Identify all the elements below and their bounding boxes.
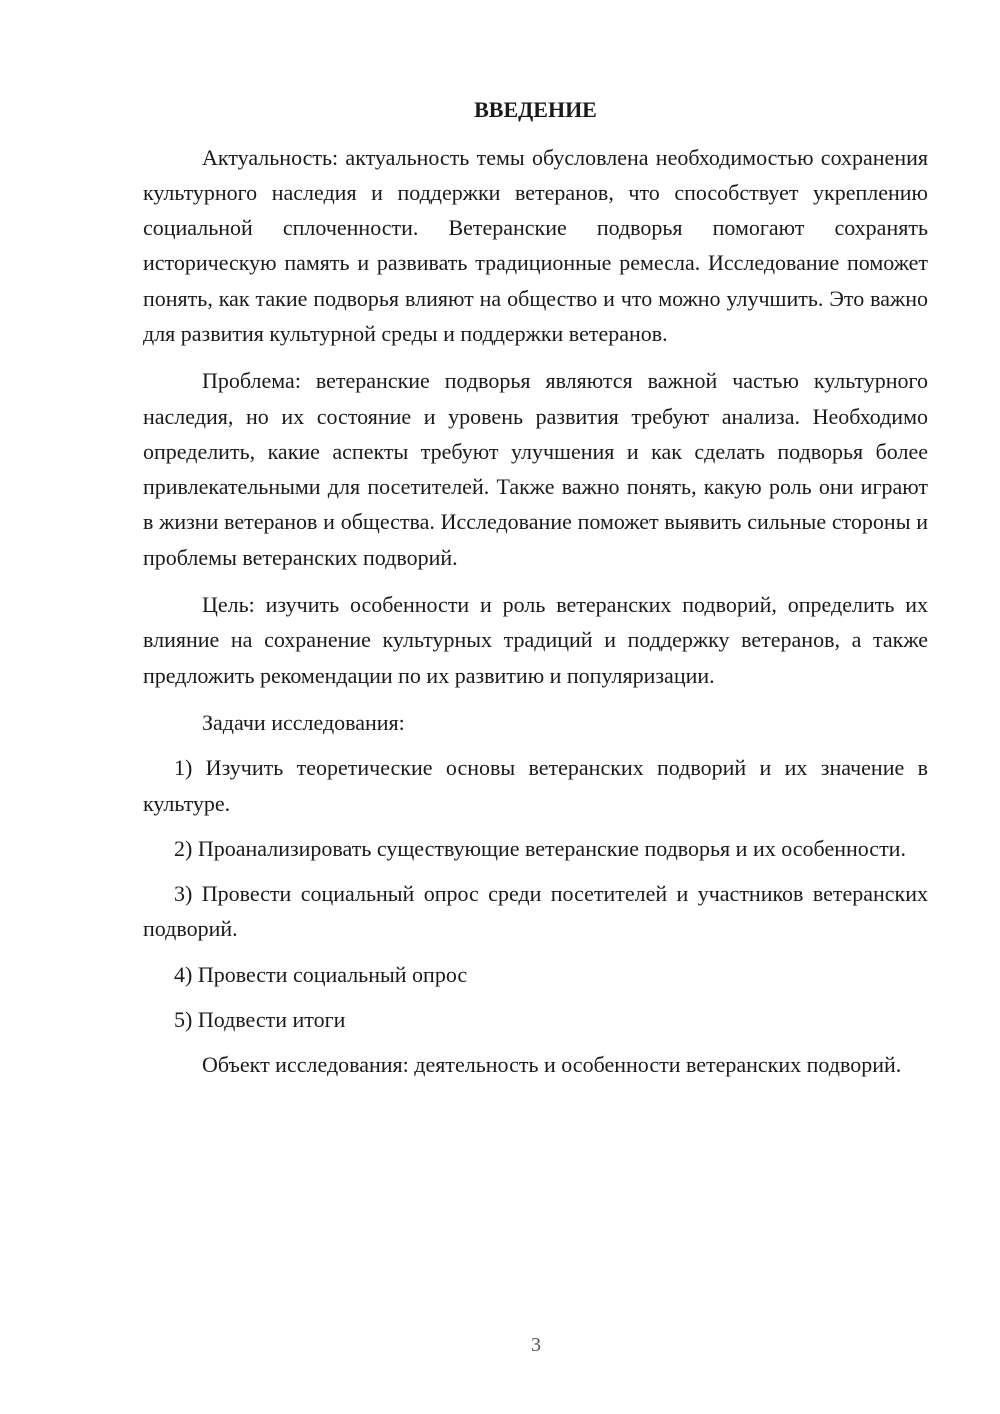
object-paragraph: Объект исследования: деятельность и особенности ветеранских подворий.	[202, 1052, 902, 1078]
page-title: ВВЕДЕНИЕ	[474, 97, 597, 122]
page-body	[143, 92, 928, 1095]
task-item-4: 4) Провести социальный опрос	[174, 961, 468, 987]
page-number: 3	[531, 1334, 541, 1356]
task-item-2: 2) Проанализировать существующие ветеранские подворья и их особенности.	[174, 835, 906, 861]
goal-paragraph: Цель: изучить особенности и роль ветеранских подворий, определить их влияние на сохранение культурных традиций и поддержку ветеранов, а также предложить рекомендации по их развитию и популяризации.	[143, 592, 928, 688]
problem-paragraph: Проблема: ветеранские подворья являются важной частью культурного наследия, но их состояние и уровень развития требуют анализа. Необходимо определить, какие аспекты требуют улучшения и как сделать подворья более привлекательными для посетителей. Также важно понять, какую роль они играют в жизни ветеранов и общества. Исследование поможет выявить сильные стороны и проблемы ветеранских подворий.	[143, 368, 928, 570]
task-item-5: 5) Подвести итоги	[174, 1007, 346, 1033]
tasks-heading: Задачи исследования:	[202, 709, 405, 735]
task-item-1: 1) Изучить теоретические основы ветеранских подворий и их значение в культуре.	[143, 755, 928, 816]
task-item-3: 3) Провести социальный опрос среди посетителей и участников ветеранских подворий.	[143, 881, 928, 942]
relevance-paragraph: Актуальность: актуальность темы обусловлена необходимостью сохранения культурного наследия и поддержки ветеранов, что способствует укреплению социальной сплоченности. Ветеранские подворья помогают сохранять историческую память и развивать традиционные ремесла. Исследование поможет понять, как такие подворья влияют на общество и что можно улучшить. Это важно для развития культурной среды и поддержки ветеранов.	[143, 144, 928, 346]
